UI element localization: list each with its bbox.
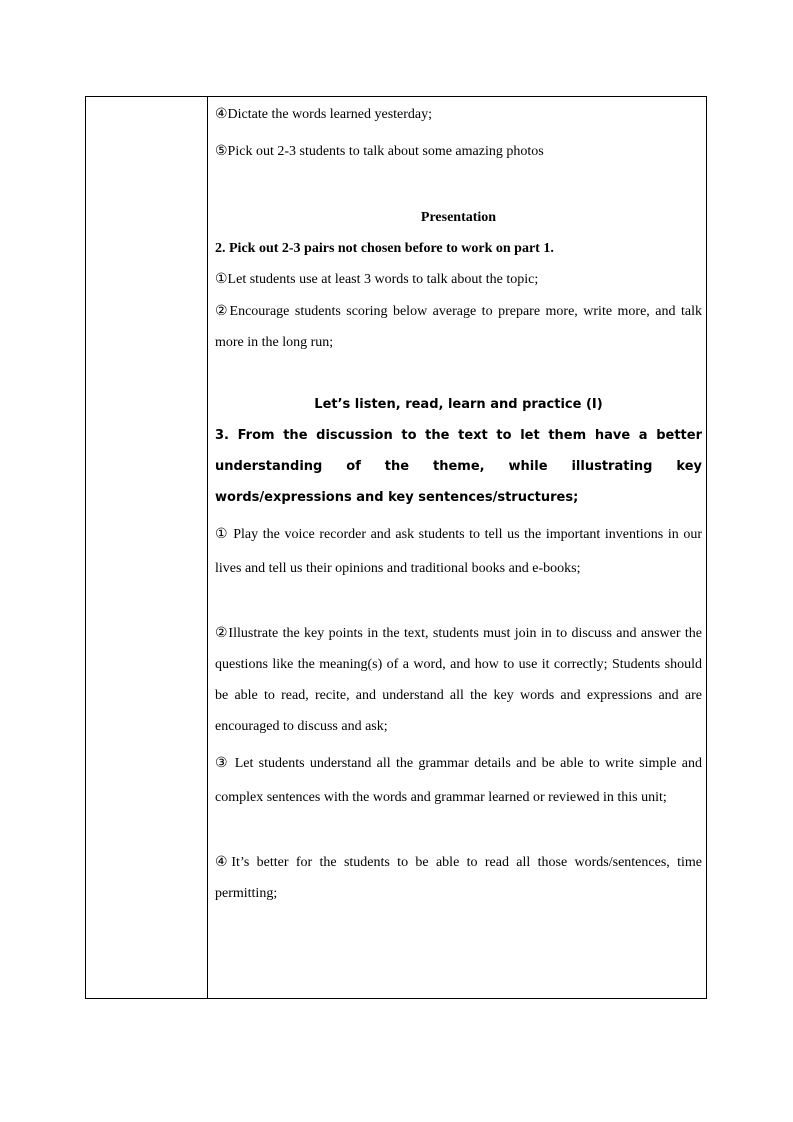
practice-item-1: ① Play the voice recorder and ask students to tell us the important inventions in our lives and tell us their opinions and traditional books and e-books; bbox=[215, 527, 702, 576]
presentation-step: 2. Pick out 2-3 pairs not chosen before to work on part 1. bbox=[215, 241, 554, 256]
warmup-item-5: ⑤Pick out 2-3 students to talk about some amazing photos bbox=[215, 144, 544, 159]
presentation-heading: Presentation bbox=[420, 210, 497, 225]
practice-step: 3. From the discussion to the text to let them have a better understanding of the theme, while illustrating key words/expressions and key sentences/structures; bbox=[215, 428, 702, 505]
practice-item-3: ③ Let students understand all the grammar details and be able to write simple and complex sentences with the words and grammar learned or reviewed in this unit; bbox=[215, 756, 702, 805]
presentation-item-2: ②Encourage students scoring below average to prepare more, write more, and talk more in the long run; bbox=[215, 304, 702, 350]
practice-item-2: ②Illustrate the key points in the text, students must join in to discuss and answer the questions like the meaning(s) of a word, and how to use it correctly; Students should be able to read, recite, and understand all the key words and expressions and are encouraged to discuss and ask; bbox=[215, 626, 702, 734]
procedure-cell bbox=[215, 97, 702, 998]
practice-item-4: ④It’s better for the students to be able to read all those words/sentences, time permitting; bbox=[215, 855, 702, 901]
lesson-plan-table bbox=[85, 96, 707, 999]
practice-heading: Let’s listen, read, learn and practice (I) bbox=[314, 397, 603, 412]
warmup-item-4: ④Dictate the words learned yesterday; bbox=[215, 107, 433, 122]
column-divider bbox=[207, 97, 208, 998]
presentation-item-1: ①Let students use at least 3 words to talk about the topic; bbox=[215, 272, 539, 287]
